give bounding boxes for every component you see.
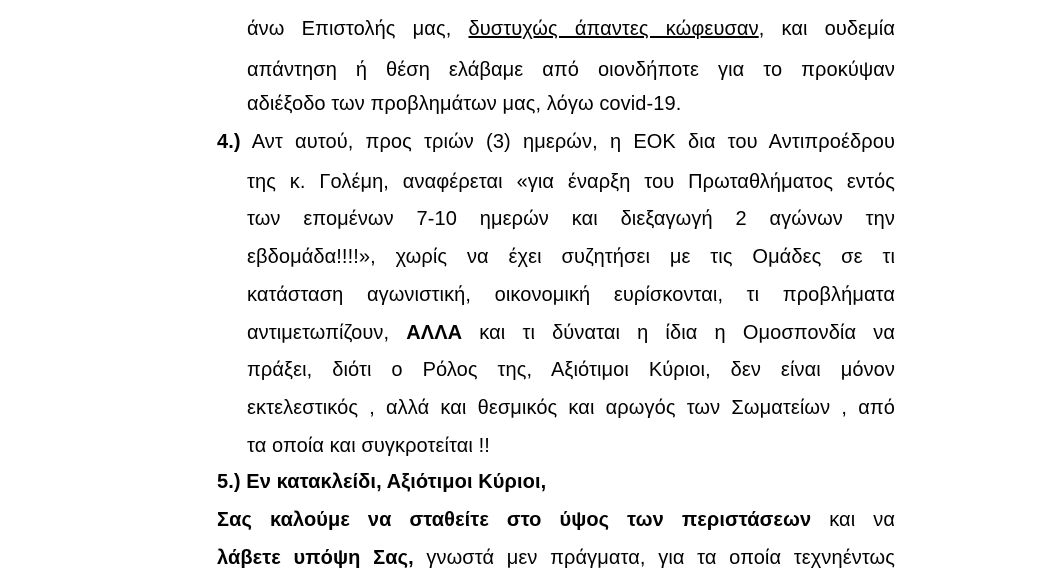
text-line bbox=[247, 434, 490, 458]
underlined-text: δυστυχώς άπαντες κώφευσαν bbox=[468, 18, 759, 40]
text-line bbox=[247, 170, 895, 194]
text-run: απάντηση ή θέση ελάβαμε από οιονδήποτε για το προκύψαν bbox=[247, 59, 895, 81]
text-run: αδιέξοδο των προβλημάτων μας, λόγω covid-19. bbox=[247, 93, 682, 115]
bold-text: 5.) Εν κατακλείδι, Αξιότιμοι Κύριοι, bbox=[217, 471, 547, 493]
text-line bbox=[247, 92, 681, 116]
text-line bbox=[247, 283, 895, 307]
text-run: Αντ αυτού, προς τριών (3) ημερών, η ΕΟΚ δια του Αντιπροέδρου bbox=[240, 131, 895, 153]
text-line bbox=[247, 358, 895, 382]
bold-text: 4.) bbox=[217, 131, 241, 153]
text-run: άνω Επιστολής μας, bbox=[247, 18, 469, 40]
text-run: , και ουδεμία bbox=[758, 18, 896, 40]
bold-text: λάβετε υπόψη Σας, bbox=[217, 547, 414, 569]
text-line bbox=[247, 321, 895, 345]
bold-text: Σας καλούμε να σταθείτε στο ύψος των περιστάσεων bbox=[217, 509, 812, 531]
text-run: εβδομάδα!!!!», χωρίς να έχει συζητήσει με τις Ομάδες σε τι bbox=[247, 246, 895, 268]
text-run: αντιμετωπίζουν, bbox=[247, 322, 407, 344]
text-run: και να bbox=[811, 509, 896, 531]
text-line bbox=[217, 470, 546, 494]
text-line bbox=[247, 245, 895, 269]
text-run: και τι δύναται η ίδια η Ομοσπονδία να bbox=[462, 322, 895, 344]
text-run: εκτελεστικός , αλλά και θεσμικός και αρωγός των Σωματείων , από bbox=[247, 397, 895, 419]
text-line bbox=[217, 130, 895, 154]
text-line bbox=[247, 396, 895, 420]
text-line bbox=[247, 58, 895, 82]
text-run: κατάσταση αγωνιστική, οικονομική ευρίσκονται, τι προβλήματα bbox=[247, 284, 895, 306]
text-run: πράξει, διότι ο Ρόλος της, Αξιότιμοι Κύριοι, δεν είναι μόνον bbox=[247, 359, 895, 381]
text-run: τα οποία και συγκροτείται !! bbox=[247, 435, 490, 457]
text-line bbox=[247, 207, 895, 231]
text-line bbox=[217, 546, 895, 570]
text-line bbox=[247, 17, 895, 41]
text-run: γνωστά μεν πράγματα, για τα οποία τεχνηέντως bbox=[413, 547, 895, 569]
text-run: της κ. Γολέμη, αναφέρεται «για έναρξη του Πρωταθλήματος εντός bbox=[247, 171, 895, 193]
bold-text: ΑΛΛΑ bbox=[406, 322, 463, 344]
text-line bbox=[217, 508, 895, 532]
text-run: των επομένων 7-10 ημερών και διεξαγωγή 2 αγώνων την bbox=[247, 208, 895, 230]
